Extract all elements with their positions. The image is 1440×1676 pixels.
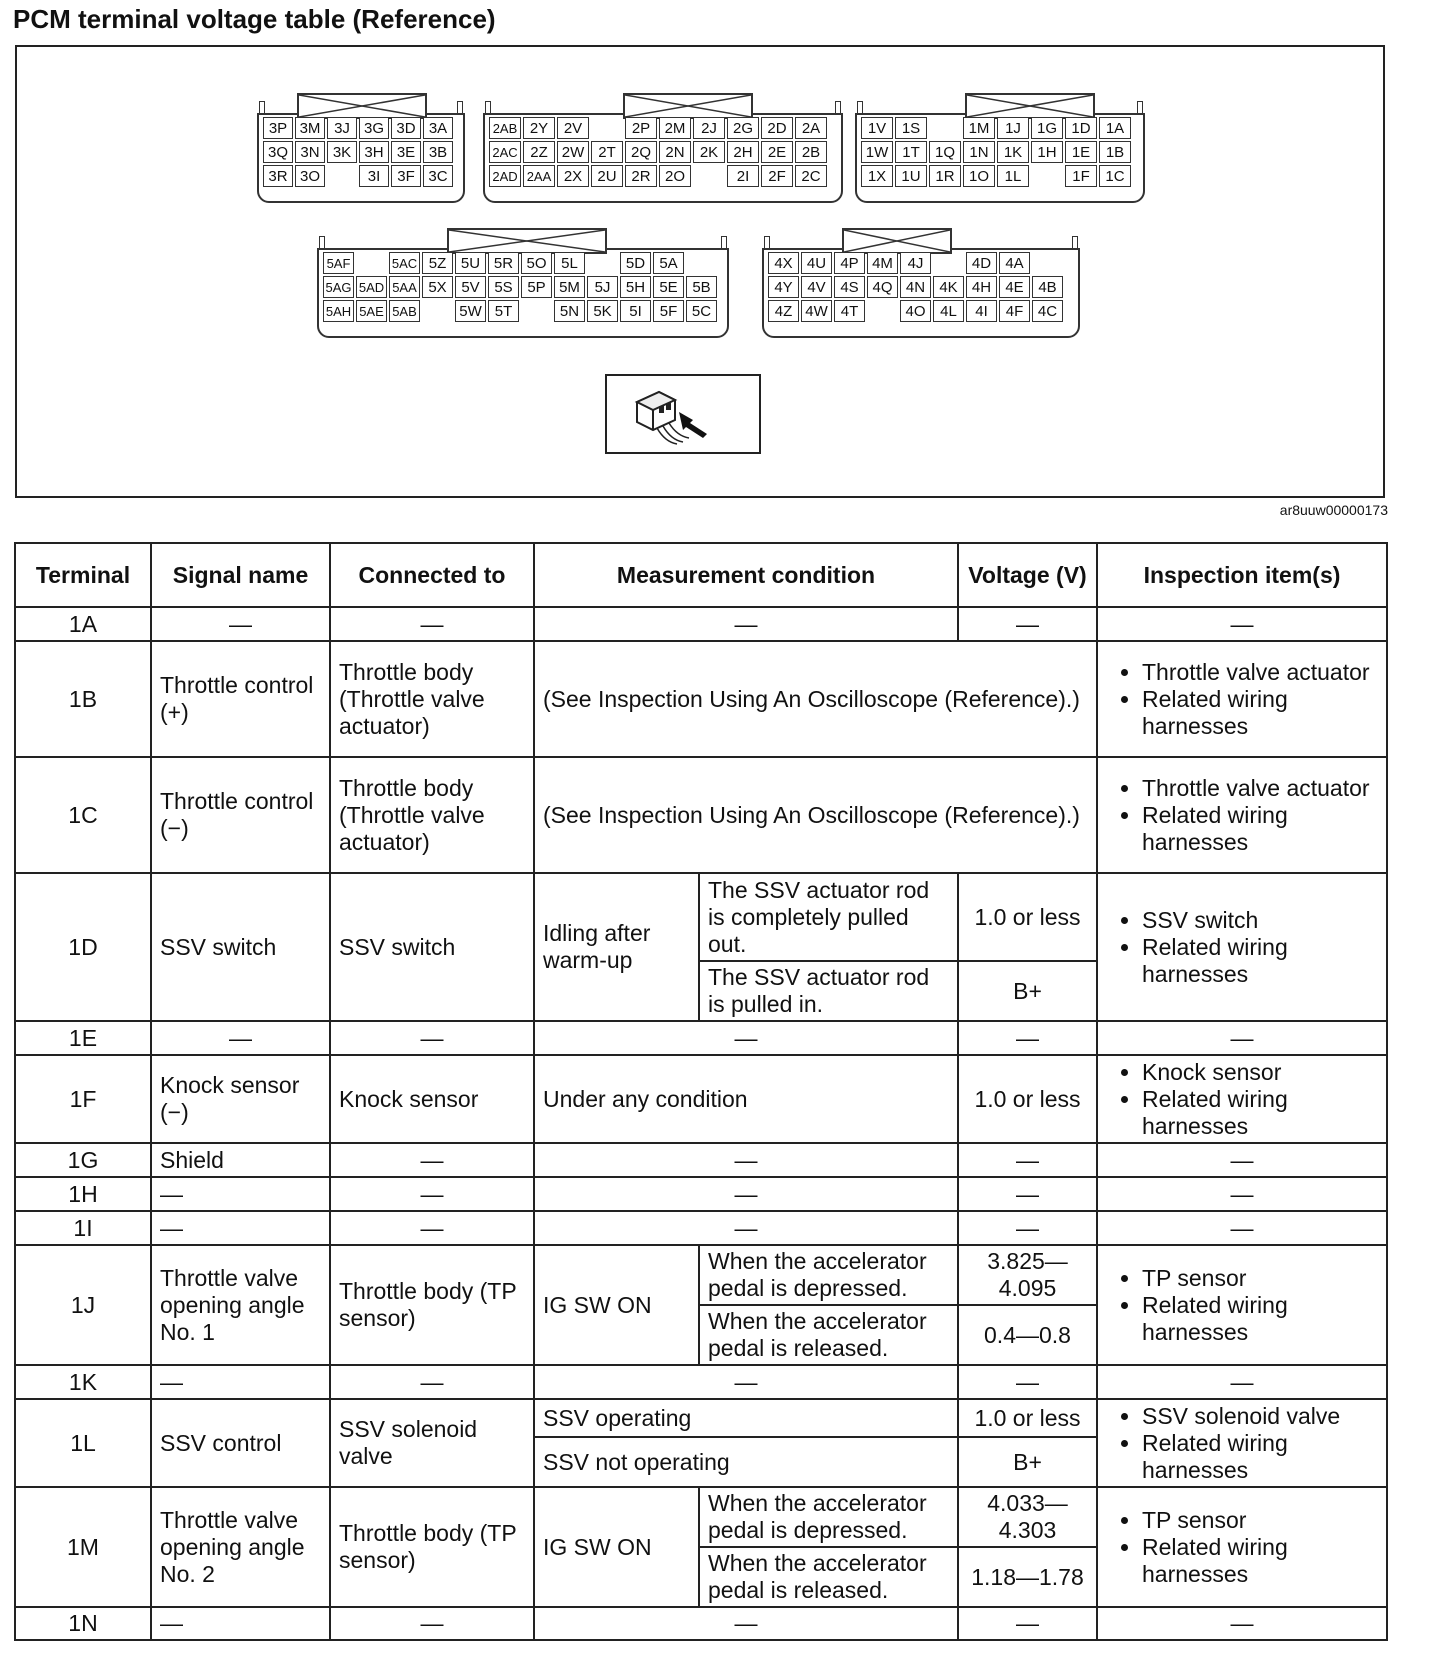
- connector-pin-3e: 3E: [391, 141, 421, 163]
- connector-tab: [764, 236, 770, 248]
- connector-pin-1t: 1T: [895, 141, 927, 163]
- connected-cell: SSV solenoid valve: [330, 1399, 534, 1487]
- voltage-cell: 1.0 or less: [958, 1399, 1097, 1437]
- connector-pin-5af: 5AF: [323, 252, 354, 274]
- connector-tab: [1137, 101, 1143, 113]
- connector-pin-1f: 1F: [1065, 165, 1097, 187]
- connector-pin-3m: 3M: [295, 117, 325, 139]
- connector-pin-4s: 4S: [834, 276, 865, 298]
- voltage-cell: 3.825—4.095: [958, 1245, 1097, 1305]
- connector-pin-3n: 3N: [295, 141, 325, 163]
- table-row: [15, 1177, 1387, 1211]
- sub-condition-cell: The SSV actuator rod is completely pulled out.: [699, 873, 958, 961]
- connected-cell: Knock sensor: [330, 1055, 534, 1143]
- connector-pin-4e: 4E: [999, 276, 1030, 298]
- connected-cell: —: [330, 1607, 534, 1640]
- connector-pin-1r: 1R: [929, 165, 961, 187]
- terminal-cell: 1C: [15, 757, 151, 873]
- connector-pin-2e: 2E: [761, 141, 793, 163]
- inspection-item: • Related wiring harnesses: [1142, 802, 1378, 856]
- condition-cell: Under any condition: [534, 1055, 958, 1143]
- header-signal-name: Signal name: [151, 543, 330, 607]
- table-row: [15, 1365, 1387, 1399]
- connector-pin-1a: 1A: [1099, 117, 1131, 139]
- connected-cell: Throttle body (TP sensor): [330, 1245, 534, 1365]
- connector-pin-1u: 1U: [895, 165, 927, 187]
- header-connected-to: Connected to: [330, 543, 534, 607]
- connector-pin-4o: 4O: [900, 300, 931, 322]
- items-cell: —: [1097, 1143, 1387, 1177]
- items-cell: [1097, 1399, 1387, 1487]
- inspection-item: • Related wiring harnesses: [1142, 1534, 1378, 1588]
- voltage-cell: —: [958, 1143, 1097, 1177]
- connector-tab: [485, 101, 491, 113]
- connector-pin-5p: 5P: [521, 276, 552, 298]
- items-cell: —: [1097, 607, 1387, 641]
- connector-pin-5o: 5O: [521, 252, 552, 274]
- signal-cell: Shield: [151, 1143, 330, 1177]
- connector-pin-5f: 5F: [653, 300, 684, 322]
- signal-cell: Throttle valve opening angle No. 1: [151, 1245, 330, 1365]
- inspection-item: • SSV solenoid valve: [1142, 1403, 1378, 1430]
- signal-cell: SSV control: [151, 1399, 330, 1487]
- connected-cell: SSV switch: [330, 873, 534, 1021]
- terminal-cell: 1J: [15, 1245, 151, 1365]
- connected-cell: —: [330, 1177, 534, 1211]
- table-header-row: [15, 543, 1387, 607]
- condition-cell: (See Inspection Using An Oscilloscope (Reference).): [534, 641, 1097, 757]
- items-cell: [1097, 1055, 1387, 1143]
- voltage-cell: 1.18—1.78: [958, 1547, 1097, 1607]
- connector-pin-5d: 5D: [620, 252, 651, 274]
- connector-pin-5h: 5H: [620, 276, 651, 298]
- signal-cell: SSV switch: [151, 873, 330, 1021]
- voltage-cell: —: [958, 1021, 1097, 1055]
- connector-pin-5t: 5T: [488, 300, 519, 322]
- terminal-cell: 1I: [15, 1211, 151, 1245]
- items-cell: —: [1097, 1365, 1387, 1399]
- diagram-code: ar8uuw00000173: [1279, 502, 1388, 518]
- connector-pin-3a: 3A: [423, 117, 453, 139]
- items-cell: [1097, 873, 1387, 1021]
- sub-condition-cell: When the accelerator pedal is released.: [699, 1305, 958, 1365]
- connector-pin-1h: 1H: [1031, 141, 1063, 163]
- probe-icon: [607, 376, 759, 452]
- connector-pin-5ag: 5AG: [323, 276, 354, 298]
- inspection-item: • SSV switch: [1142, 907, 1378, 934]
- connector-pin-5n: 5N: [554, 300, 585, 322]
- connector-pin-3q: 3Q: [263, 141, 293, 163]
- table-row: [15, 1211, 1387, 1245]
- inspection-item: • Related wiring harnesses: [1142, 1292, 1378, 1346]
- signal-cell: Knock sensor (−): [151, 1055, 330, 1143]
- connector-pin-3j: 3J: [327, 117, 357, 139]
- items-cell: [1097, 641, 1387, 757]
- connector-pin-2aa: 2AA: [523, 165, 555, 187]
- inspection-item: • Related wiring harnesses: [1142, 686, 1378, 740]
- connector-pin-3p: 3P: [263, 117, 293, 139]
- connector-pin-5u: 5U: [455, 252, 486, 274]
- connector-pin-5j: 5J: [587, 276, 618, 298]
- table-row: [15, 607, 1387, 641]
- signal-cell: —: [151, 607, 330, 641]
- connector-pin-4t: 4T: [834, 300, 865, 322]
- connector-latch: [297, 93, 427, 119]
- condition-cell: —: [534, 1177, 958, 1211]
- connector-pin-3b: 3B: [423, 141, 453, 163]
- signal-cell: Throttle control (−): [151, 757, 330, 873]
- connector-pin-2t: 2T: [591, 141, 623, 163]
- inspection-item: • Throttle valve actuator: [1142, 659, 1378, 686]
- connector-pin-3r: 3R: [263, 165, 293, 187]
- table-row: [15, 757, 1387, 873]
- connector-pin-5i: 5I: [620, 300, 651, 322]
- connector-pin-3i: 3I: [359, 165, 389, 187]
- connector-pin-2n: 2N: [659, 141, 691, 163]
- header-terminal: Terminal: [15, 543, 151, 607]
- connector-pin-2h: 2H: [727, 141, 759, 163]
- voltage-cell: B+: [958, 961, 1097, 1021]
- inspection-item: • Related wiring harnesses: [1142, 1086, 1378, 1140]
- connector-pin-1c: 1C: [1099, 165, 1131, 187]
- connector-pin-2d: 2D: [761, 117, 793, 139]
- table-row: [15, 1607, 1387, 1640]
- voltage-cell: B+: [958, 1437, 1097, 1487]
- connector-pin-3h: 3H: [359, 141, 389, 163]
- connector-pin-2b: 2B: [795, 141, 827, 163]
- connector-pin-5v: 5V: [455, 276, 486, 298]
- connector-pin-3g: 3G: [359, 117, 389, 139]
- voltage-cell: 1.0 or less: [958, 1055, 1097, 1143]
- voltage-cell: 1.0 or less: [958, 873, 1097, 961]
- connector-tab: [835, 101, 841, 113]
- terminal-cell: 1A: [15, 607, 151, 641]
- sub-condition-cell: When the accelerator pedal is depressed.: [699, 1487, 958, 1547]
- connector-pin-1v: 1V: [861, 117, 893, 139]
- connector-pin-1o: 1O: [963, 165, 995, 187]
- connector-pin-4u: 4U: [801, 252, 832, 274]
- page-title: PCM terminal voltage table (Reference): [13, 4, 496, 34]
- table-row: [15, 1021, 1387, 1055]
- connector-pin-5s: 5S: [488, 276, 519, 298]
- table-row: [15, 1055, 1387, 1143]
- connector-pin-5ab: 5AB: [389, 300, 420, 322]
- signal-cell: Throttle valve opening angle No. 2: [151, 1487, 330, 1607]
- items-cell: [1097, 1245, 1387, 1365]
- connector-tab: [721, 236, 727, 248]
- connector-pin-2u: 2U: [591, 165, 623, 187]
- header-inspection-items: Inspection item(s): [1097, 543, 1387, 607]
- connected-cell: —: [330, 1365, 534, 1399]
- connector-pin-2y: 2Y: [523, 117, 555, 139]
- connector-pin-5z: 5Z: [422, 252, 453, 274]
- connector-tab: [1072, 236, 1078, 248]
- connector-pin-1m: 1M: [963, 117, 995, 139]
- connected-cell: —: [330, 1021, 534, 1055]
- connector-pin-2f: 2F: [761, 165, 793, 187]
- connector-pin-2x: 2X: [557, 165, 589, 187]
- items-cell: —: [1097, 1211, 1387, 1245]
- connected-cell: —: [330, 607, 534, 641]
- signal-cell: —: [151, 1021, 330, 1055]
- items-cell: —: [1097, 1607, 1387, 1640]
- sub-condition-cell: The SSV actuator rod is pulled in.: [699, 961, 958, 1021]
- connector-pin-4k: 4K: [933, 276, 964, 298]
- table-row: [15, 1143, 1387, 1177]
- terminal-cell: 1G: [15, 1143, 151, 1177]
- connector-pin-2j: 2J: [693, 117, 725, 139]
- signal-cell: —: [151, 1177, 330, 1211]
- connector-latch: [965, 93, 1095, 119]
- table-row: [15, 873, 1387, 961]
- terminal-cell: 1E: [15, 1021, 151, 1055]
- connected-cell: —: [330, 1143, 534, 1177]
- connector-pin-4c: 4C: [1032, 300, 1063, 322]
- items-cell: —: [1097, 1177, 1387, 1211]
- signal-cell: Throttle control (+): [151, 641, 330, 757]
- connector-pin-2o: 2O: [659, 165, 691, 187]
- connector-tab: [857, 101, 863, 113]
- terminal-cell: 1F: [15, 1055, 151, 1143]
- inspection-item: • TP sensor: [1142, 1507, 1378, 1534]
- connector-pin-2ac: 2AC: [489, 141, 521, 163]
- connector-pin-1g: 1G: [1031, 117, 1063, 139]
- items-cell: —: [1097, 1021, 1387, 1055]
- connector-pin-2v: 2V: [557, 117, 589, 139]
- connector-pin-5ae: 5AE: [356, 300, 387, 322]
- terminal-cell: 1H: [15, 1177, 151, 1211]
- connector-pin-1l: 1L: [997, 165, 1029, 187]
- table-row: [15, 1399, 1387, 1437]
- condition-cell: (See Inspection Using An Oscilloscope (Reference).): [534, 757, 1097, 873]
- terminal-cell: 1N: [15, 1607, 151, 1640]
- connector-pin-3c: 3C: [423, 165, 453, 187]
- connected-cell: —: [330, 1211, 534, 1245]
- inspection-item: • Throttle valve actuator: [1142, 775, 1378, 802]
- inspection-item: • Knock sensor: [1142, 1059, 1378, 1086]
- connector-pin-4l: 4L: [933, 300, 964, 322]
- connector-pin-5ad: 5AD: [356, 276, 387, 298]
- connector-pin-5k: 5K: [587, 300, 618, 322]
- terminal-cell: 1L: [15, 1399, 151, 1487]
- connector-pin-2k: 2K: [693, 141, 725, 163]
- connector-pin-2g: 2G: [727, 117, 759, 139]
- connected-cell: Throttle body (Throttle valve actuator): [330, 757, 534, 873]
- condition-cell: —: [534, 1211, 958, 1245]
- condition-cell: IG SW ON: [534, 1245, 699, 1365]
- connector-pin-2m: 2M: [659, 117, 691, 139]
- inspection-item: • Related wiring harnesses: [1142, 1430, 1378, 1484]
- connector-pin-2r: 2R: [625, 165, 657, 187]
- connector-tab: [457, 101, 463, 113]
- connector-pin-5b: 5B: [686, 276, 717, 298]
- connector-pin-4f: 4F: [999, 300, 1030, 322]
- signal-cell: —: [151, 1365, 330, 1399]
- header-measurement-condition: Measurement condition: [534, 543, 958, 607]
- connector-pin-3d: 3D: [391, 117, 421, 139]
- connector-latch: [623, 93, 753, 119]
- connector-pin-5c: 5C: [686, 300, 717, 322]
- connector-pin-5ah: 5AH: [323, 300, 354, 322]
- items-cell: [1097, 1487, 1387, 1607]
- connector-pin-4m: 4M: [867, 252, 898, 274]
- voltage-cell: —: [958, 1177, 1097, 1211]
- connector-pin-4a: 4A: [999, 252, 1030, 274]
- connector-pin-2z: 2Z: [523, 141, 555, 163]
- connector-pin-1x: 1X: [861, 165, 893, 187]
- terminal-cell: 1M: [15, 1487, 151, 1607]
- condition-cell: —: [534, 1365, 958, 1399]
- connector-diagram: [15, 45, 1385, 498]
- connector-pin-4h: 4H: [966, 276, 997, 298]
- connected-cell: Throttle body (TP sensor): [330, 1487, 534, 1607]
- connector-pin-3f: 3F: [391, 165, 421, 187]
- connector-pin-5e: 5E: [653, 276, 684, 298]
- table-row: [15, 1245, 1387, 1305]
- connector-pin-3o: 3O: [295, 165, 325, 187]
- connector-pin-5ac: 5AC: [389, 252, 420, 274]
- connector-latch: [842, 228, 952, 254]
- connected-cell: Throttle body (Throttle valve actuator): [330, 641, 534, 757]
- connector-pin-4n: 4N: [900, 276, 931, 298]
- sub-condition-cell: When the accelerator pedal is depressed.: [699, 1245, 958, 1305]
- terminal-cell: 1D: [15, 873, 151, 1021]
- voltage-cell: —: [958, 1365, 1097, 1399]
- signal-cell: —: [151, 1211, 330, 1245]
- sub-condition-cell: When the accelerator pedal is released.: [699, 1547, 958, 1607]
- connector-latch: [447, 228, 607, 254]
- connector-pin-2p: 2P: [625, 117, 657, 139]
- connector-pin-1e: 1E: [1065, 141, 1097, 163]
- connector-pin-1j: 1J: [997, 117, 1029, 139]
- connector-pin-3k: 3K: [327, 141, 357, 163]
- connector-pin-4q: 4Q: [867, 276, 898, 298]
- connector-pin-1b: 1B: [1099, 141, 1131, 163]
- connector-pin-4i: 4I: [966, 300, 997, 322]
- inspection-item: • Related wiring harnesses: [1142, 934, 1378, 988]
- connector-pin-5w: 5W: [455, 300, 486, 322]
- connector-pin-2a: 2A: [795, 117, 827, 139]
- connector-pin-4d: 4D: [966, 252, 997, 274]
- harness-connector-probe-illustration: [605, 374, 761, 454]
- voltage-cell: —: [958, 1607, 1097, 1640]
- connector-pin-4p: 4P: [834, 252, 865, 274]
- connector-tab: [259, 101, 265, 113]
- items-cell: [1097, 757, 1387, 873]
- connector-pin-1q: 1Q: [929, 141, 961, 163]
- connector-pin-1d: 1D: [1065, 117, 1097, 139]
- terminal-cell: 1K: [15, 1365, 151, 1399]
- connector-pin-5m: 5M: [554, 276, 585, 298]
- condition-cell: —: [534, 1021, 958, 1055]
- connector-pin-2i: 2I: [727, 165, 759, 187]
- condition-cell: IG SW ON: [534, 1487, 699, 1607]
- connector-pin-1k: 1K: [997, 141, 1029, 163]
- condition-cell: SSV not operating: [534, 1437, 958, 1487]
- inspection-item: • TP sensor: [1142, 1265, 1378, 1292]
- table-row: [15, 641, 1387, 757]
- connector-pin-2c: 2C: [795, 165, 827, 187]
- connector-pin-1s: 1S: [895, 117, 927, 139]
- condition-cell: —: [534, 1143, 958, 1177]
- connector-pin-4z: 4Z: [768, 300, 799, 322]
- connector-pin-5aa: 5AA: [389, 276, 420, 298]
- connector-pin-2q: 2Q: [625, 141, 657, 163]
- connector-pin-1w: 1W: [861, 141, 893, 163]
- header-voltage: Voltage (V): [958, 543, 1097, 607]
- connector-pin-5x: 5X: [422, 276, 453, 298]
- voltage-cell: —: [958, 607, 1097, 641]
- terminal-voltage-table: [14, 542, 1388, 1641]
- connector-pin-5a: 5A: [653, 252, 684, 274]
- connector-pin-1n: 1N: [963, 141, 995, 163]
- connector-pin-2w: 2W: [557, 141, 589, 163]
- voltage-cell: —: [958, 1211, 1097, 1245]
- connector-pin-4v: 4V: [801, 276, 832, 298]
- condition-cell: Idling after warm-up: [534, 873, 699, 1021]
- connector-pin-5r: 5R: [488, 252, 519, 274]
- connector-pin-4w: 4W: [801, 300, 832, 322]
- connector-pin-4y: 4Y: [768, 276, 799, 298]
- connector-pin-5l: 5L: [554, 252, 585, 274]
- condition-cell: —: [534, 607, 958, 641]
- connector-pin-4b: 4B: [1032, 276, 1063, 298]
- condition-cell: SSV operating: [534, 1399, 958, 1437]
- connector-pin-2ad: 2AD: [489, 165, 521, 187]
- signal-cell: —: [151, 1607, 330, 1640]
- table-row: [15, 1487, 1387, 1547]
- voltage-cell: 0.4—0.8: [958, 1305, 1097, 1365]
- connector-pin-4x: 4X: [768, 252, 799, 274]
- condition-cell: —: [534, 1607, 958, 1640]
- connector-pin-4j: 4J: [900, 252, 931, 274]
- voltage-cell: 4.033—4.303: [958, 1487, 1097, 1547]
- connector-tab: [319, 236, 325, 248]
- connector-pin-2ab: 2AB: [489, 117, 521, 139]
- terminal-cell: 1B: [15, 641, 151, 757]
